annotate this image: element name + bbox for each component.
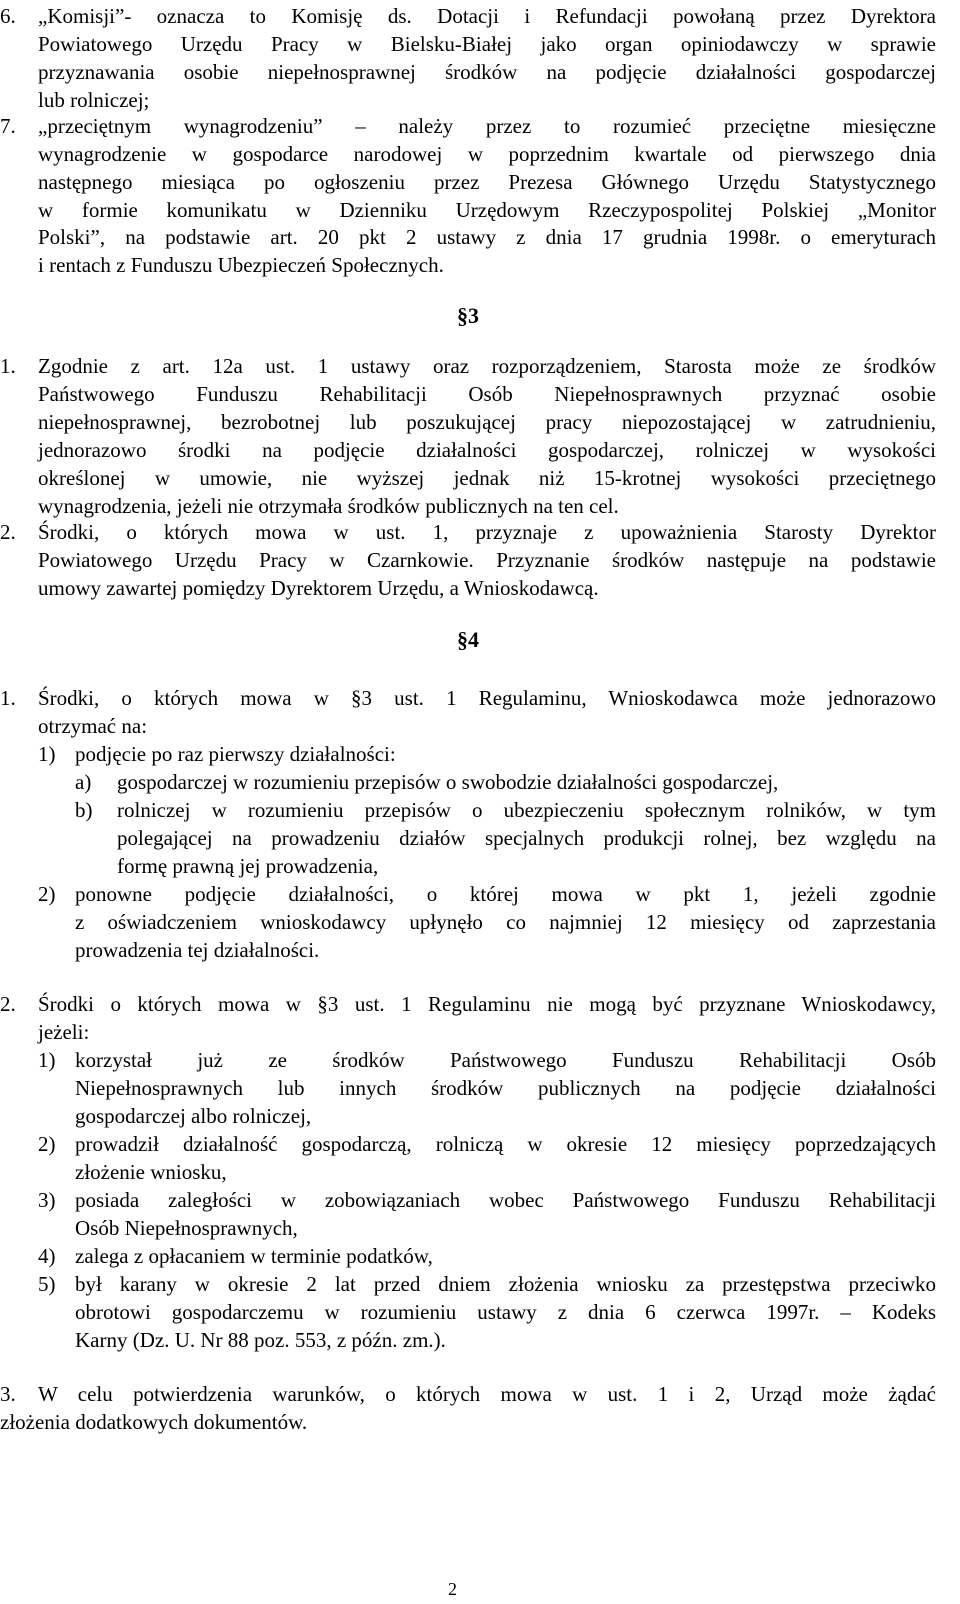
text-line: W celu potwierdzenia warunków, o których mowa w ust. 1 i 2, Urząd może żądać — [38, 1382, 936, 1406]
text-line: prowadził działalność gospodarczą, rolniczą w okresie 12 miesięcy poprzedzających — [75, 1132, 936, 1156]
text-line: Karny (Dz. U. Nr 88 poz. 553, z późn. zm.). — [75, 1328, 446, 1352]
text-line: korzystał już ze środków Państwowego Funduszu Rehabilitacji Osób — [75, 1048, 936, 1072]
text-line: zalega z opłacaniem w terminie podatków, — [75, 1244, 433, 1268]
section-heading-4: §4 — [457, 627, 479, 652]
list-number: 2) — [38, 882, 56, 906]
text-line: Polski”, na podstawie art. 20 pkt 2 ustawy z dnia 17 grudnia 1998r. o emeryturach — [38, 225, 936, 249]
list-number: 1) — [38, 742, 56, 766]
text-line: podjęcie po raz pierwszy działalności: — [75, 742, 396, 766]
text-line: Powiatowego Urzędu Pracy w Czarnkowie. Przyznanie środków następuje na podstawie — [38, 548, 936, 572]
text-line: Środki, o których mowa w ust. 1, przyznaje z upoważnienia Starosty Dyrektor — [38, 520, 936, 544]
text-line: lub rolniczej; — [38, 88, 150, 112]
text-line: otrzymać na: — [38, 714, 148, 738]
text-line: Niepełnosprawnych lub innych środków publicznych na podjęcie działalności — [75, 1076, 936, 1100]
text-line: Środki, o których mowa w §3 ust. 1 Regulaminu, Wnioskodawca może jednorazowo — [38, 686, 936, 710]
paragraph-number: 2. — [0, 520, 16, 544]
text-line: Zgodnie z art. 12a ust. 1 ustawy oraz rozporządzeniem, Starosta może ze środków — [38, 354, 936, 378]
list-letter: b) — [75, 798, 93, 822]
text-line: Powiatowego Urzędu Pracy w Bielsku-Białej jako organ opiniodawczy w sprawie — [38, 32, 936, 56]
list-number: 5) — [38, 1272, 56, 1296]
paragraph-number: 1. — [0, 354, 16, 378]
text-line: gospodarczej w rozumieniu przepisów o swobodzie działalności gospodarczej, — [117, 770, 779, 794]
paragraph-number: 3. — [0, 1382, 16, 1406]
paragraph-number: 2. — [0, 992, 16, 1016]
list-number: 2) — [38, 1132, 56, 1156]
text-line: obrotowi gospodarczemu w rozumieniu ustawy z dnia 6 czerwca 1997r. – Kodeks — [75, 1300, 936, 1324]
list-number: 4) — [38, 1244, 56, 1268]
item-number: 6. — [0, 4, 16, 28]
text-line: Środki o których mowa w §3 ust. 1 Regulaminu nie mogą być przyznane Wnioskodawcy, — [38, 992, 936, 1016]
text-line: ponowne podjęcie działalności, o której mowa w pkt 1, jeżeli zgodnie — [75, 882, 936, 906]
text-line: określonej w umowie, nie wyższej jednak niż 15-krotnej wysokości przeciętnego — [38, 466, 936, 490]
text-line: posiada zaległości w zobowiązaniach wobec Państwowego Funduszu Rehabilitacji — [75, 1188, 936, 1212]
text-line: był karany w okresie 2 lat przed dniem złożenia wniosku za przestępstwa przeciwko — [75, 1272, 936, 1296]
list-number: 1) — [38, 1048, 56, 1072]
text-line: Osób Niepełnosprawnych, — [75, 1216, 298, 1240]
text-line: złożenia dodatkowych dokumentów. — [0, 1410, 308, 1434]
text-line: i rentach z Funduszu Ubezpieczeń Społecznych. — [38, 253, 444, 277]
text-line: z oświadczeniem wnioskodawcy upłynęło co najmniej 12 miesięcy od zaprzestania — [75, 910, 936, 934]
list-number: 3) — [38, 1188, 56, 1212]
text-line: następnego miesiąca po ogłoszeniu przez Prezesa Głównego Urzędu Statystycznego — [38, 170, 936, 194]
text-line: formę prawną jej prowadzenia, — [117, 854, 379, 878]
section-heading-3: §3 — [457, 303, 479, 328]
text-line: „przeciętnym wynagrodzeniu” – należy przez to rozumieć przeciętne miesięczne — [38, 114, 936, 138]
text-line: w formie komunikatu w Dzienniku Urzędowym Rzeczypospolitej Polskiej „Monitor — [38, 198, 936, 222]
text-line: niepełnosprawnej, bezrobotnej lub poszukującej pracy niepozostającej w zatrudnieniu, — [38, 410, 936, 434]
text-line: złożenie wniosku, — [75, 1160, 227, 1184]
text-line: „Komisji”- oznacza to Komisję ds. Dotacji i Refundacji powołaną przez Dyrektora — [38, 4, 936, 28]
text-line: wynagrodzenie w gospodarce narodowej w poprzednim kwartale od pierwszego dnia — [38, 142, 936, 166]
text-line: prowadzenia tej działalności. — [75, 938, 320, 962]
paragraph-number: 1. — [0, 686, 16, 710]
item-number: 7. — [0, 114, 16, 138]
page-number: 2 — [448, 1579, 457, 1599]
text-line: gospodarczej albo rolniczej, — [75, 1104, 312, 1128]
list-letter: a) — [75, 770, 92, 794]
text-line: wynagrodzenia, jeżeli nie otrzymała środków publicznych na ten cel. — [38, 494, 619, 518]
text-line: jeżeli: — [38, 1020, 90, 1044]
text-line: jednorazowo środki na podjęcie działalności gospodarczej, rolniczej w wysokości — [38, 438, 936, 462]
text-line: przyznawania osobie niepełnosprawnej środków na podjęcie działalności gospodarczej — [38, 60, 936, 84]
text-line: polegającej na prowadzeniu działów specjalnych produkcji rolnej, bez względu na — [117, 826, 936, 850]
text-line: umowy zawartej pomiędzy Dyrektorem Urzędu, a Wnioskodawcą. — [38, 576, 599, 600]
text-line: Państwowego Funduszu Rehabilitacji Osób Niepełnosprawnych przyznać osobie — [38, 382, 936, 406]
text-line: rolniczej w rozumieniu przepisów o ubezpieczeniu społecznym rolników, w tym — [117, 798, 936, 822]
